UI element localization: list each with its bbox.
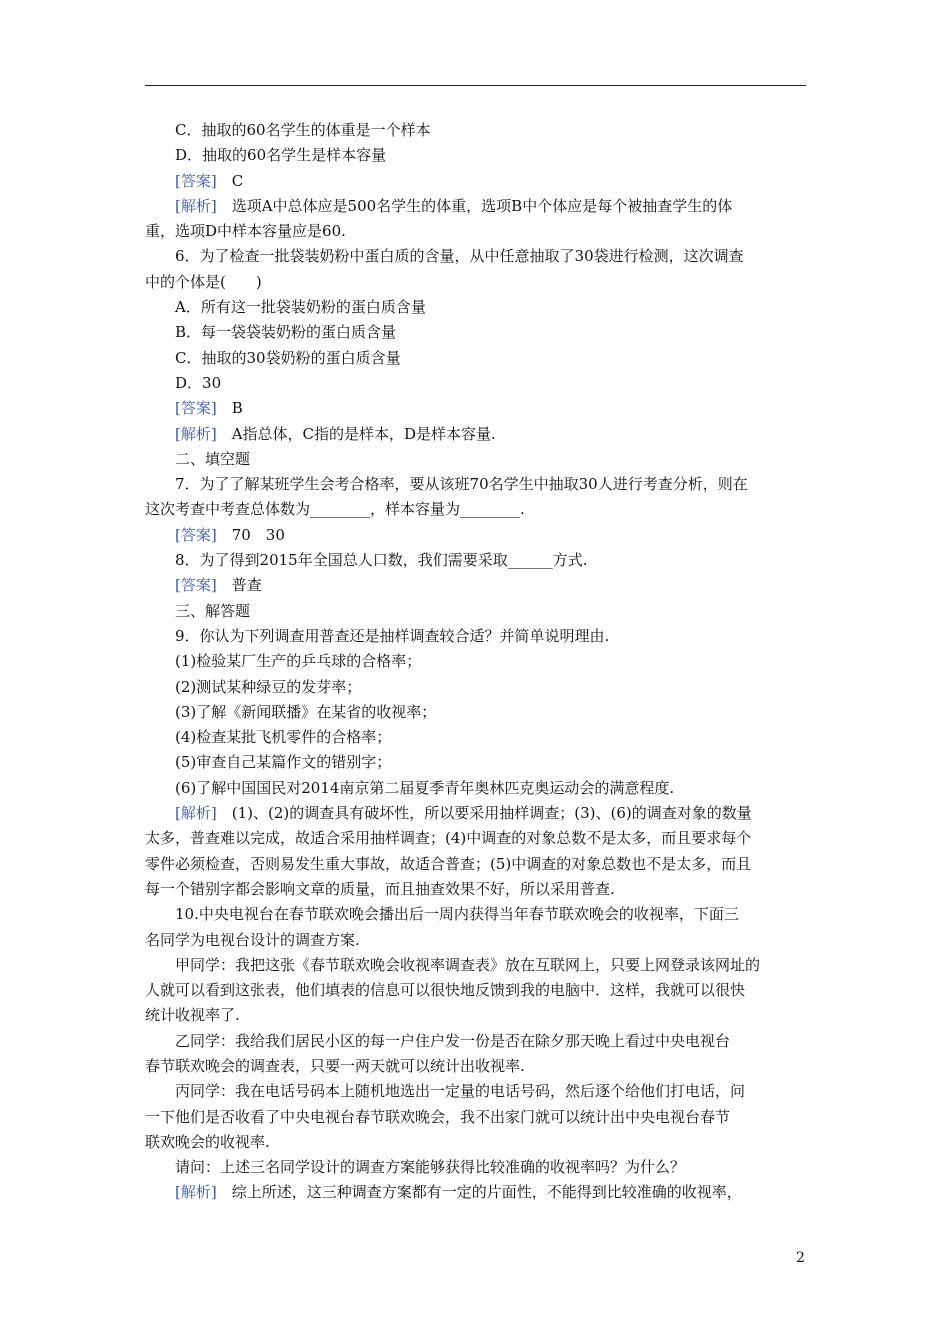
line-text: 零件必须检查，否则易发生重大事故，故适合普查；(5)中调查的对象总数也不是太多，而且 — [145, 854, 752, 873]
answer-tag: [解析] — [175, 804, 217, 823]
text-line — [145, 978, 807, 1003]
line-text: 春节联欢晚会的调查表，只要一两天就可以统计出收视率. — [145, 1056, 525, 1075]
line-text: 乙同学：我给我们居民小区的每一户住户发一份是否在除夕那天晚上看过中央电视台 — [175, 1031, 731, 1050]
line-text: 选项A中总体应是500名学生的体重，选项B中个体应是每个被抽查学生的体 — [216, 196, 733, 215]
text-line — [145, 826, 807, 851]
text-line — [145, 649, 807, 674]
text-line — [145, 194, 807, 219]
text-line — [145, 725, 807, 750]
text-line — [145, 801, 807, 826]
document-body — [145, 118, 807, 1206]
text-line — [145, 877, 807, 902]
line-text: 综上所述，这三种调查方案都有一定的片面性，不能得到比较准确的收视率， — [216, 1183, 742, 1202]
text-line — [145, 143, 807, 168]
line-text: A．所有这一批袋装奶粉的蛋白质含量 — [175, 298, 426, 317]
text-line — [145, 548, 807, 573]
line-text: 8．为了得到2015年全国总人口数，我们需要采取______方式. — [175, 551, 588, 570]
text-line — [145, 1029, 807, 1054]
answer-tag: [解析] — [175, 424, 217, 443]
text-line — [145, 219, 807, 244]
answer-tag: [答案] — [175, 525, 217, 544]
text-line — [145, 244, 807, 269]
text-line — [145, 497, 807, 522]
answer-tag: [解析] — [175, 196, 217, 215]
text-line — [145, 953, 807, 978]
line-text: 丙同学：我在电话号码本上随机地选出一定量的电话号码，然后逐个给他们打电话，问 — [175, 1082, 746, 1101]
text-line — [145, 599, 807, 624]
text-line — [145, 422, 807, 447]
line-text: (1)检验某厂生产的乒乓球的合格率； — [175, 652, 422, 671]
line-text: (2)测试某种绿豆的发芽率； — [175, 677, 362, 696]
answer-tag: [解析] — [175, 1183, 217, 1202]
line-text: (3)了解《新闻联播》在某省的收视率； — [175, 702, 437, 721]
text-line — [145, 852, 807, 877]
line-text: 中的个体是( ) — [145, 272, 262, 291]
text-line — [145, 295, 807, 320]
line-text: B．每一袋袋装奶粉的蛋白质含量 — [175, 323, 397, 342]
answer-tag: [答案] — [175, 399, 217, 418]
text-line — [145, 1180, 807, 1205]
text-line — [145, 118, 807, 143]
line-text: 请问：上述三名同学设计的调查方案能够获得比较准确的收视率吗？为什么？ — [175, 1158, 686, 1177]
line-text: 二、填空题 — [175, 449, 251, 468]
text-line — [145, 1054, 807, 1079]
line-text: 一下他们是否收看了中央电视台春节联欢晚会，我不出家门就可以统计出中央电视台春节 — [145, 1107, 731, 1126]
line-text: 7．为了了解某班学生会考合格率，要从该班70名学生中抽取30人进行考查分析，则在 — [175, 475, 748, 494]
text-line — [145, 750, 807, 775]
line-text: C．抽取的60名学生的体重是一个样本 — [175, 121, 431, 139]
line-text: (5)审查自己某篇作文的错别字； — [175, 753, 392, 772]
line-text: B — [216, 399, 243, 418]
line-text: 70 30 — [216, 525, 285, 544]
line-text: 这次考查中考查总体数为________，样本容量为________. — [145, 500, 525, 519]
line-text: (6)了解中国国民对2014南京第二届夏季青年奥林匹克奥运动会的满意程度. — [175, 778, 675, 797]
line-text: (1)、(2)的调查具有破坏性，所以要采用抽样调查；(3)、(6)的调查对象的数量 — [216, 804, 752, 823]
text-line — [145, 169, 807, 194]
text-line — [145, 573, 807, 598]
line-text: 联欢晚会的收视率. — [145, 1132, 270, 1151]
page-number: 2 — [796, 1250, 805, 1266]
line-text: 太多，普查难以完成，故适合采用抽样调查；(4)中调查的对象总数不是太多，而且要求每个 — [145, 829, 752, 848]
text-line — [145, 675, 807, 700]
text-line — [145, 928, 807, 953]
text-line — [145, 700, 807, 725]
line-text: 每一个错别字都会影响文章的质量，而且抽查效果不好，所以采用普查. — [145, 879, 615, 898]
text-line — [145, 624, 807, 649]
line-text: 普查 — [216, 576, 262, 595]
text-line — [145, 1079, 807, 1104]
line-text: 10.中央电视台在春节联欢晚会播出后一周内获得当年春节联欢晚会的收视率，下面三 — [175, 905, 739, 924]
answer-tag: [答案] — [175, 576, 217, 595]
line-text: 甲同学：我把这张《春节联欢晚会收视率调查表》放在互联网上，只要上网登录该网址的 — [175, 955, 761, 974]
line-text: D．30 — [175, 373, 222, 392]
line-text: C．抽取的30袋奶粉的蛋白质含量 — [175, 348, 401, 367]
line-text: (4)检查某批飞机零件的合格率； — [175, 728, 392, 747]
header-rule — [145, 85, 806, 86]
line-text: 三、解答题 — [175, 601, 251, 620]
line-text: D．抽取的60名学生是样本容量 — [175, 146, 387, 165]
line-text: 6．为了检查一批袋装奶粉中蛋白质的含量，从中任意抽取了30袋进行检测，这次调查 — [175, 247, 744, 266]
line-text: 9．你认为下列调查用普查还是抽样调查较合适？并简单说明理由. — [175, 626, 610, 645]
answer-tag: [答案] — [175, 171, 217, 190]
text-line — [145, 472, 807, 497]
text-line — [145, 1105, 807, 1130]
text-line — [145, 447, 807, 472]
text-line — [145, 1155, 807, 1180]
line-text: 名同学为电视台设计的调查方案. — [145, 930, 360, 949]
text-line — [145, 320, 807, 345]
text-line — [145, 346, 807, 371]
text-line — [145, 1130, 807, 1155]
line-text: 重，选项D中样本容量应是60. — [145, 222, 346, 241]
text-line — [145, 396, 807, 421]
text-line — [145, 523, 807, 548]
line-text: 人就可以看到这张表，他们填表的信息可以很快地反馈到我的电脑中．这样，我就可以很快 — [145, 981, 746, 1000]
text-line — [145, 902, 807, 927]
line-text: C — [216, 171, 244, 190]
text-line — [145, 1003, 807, 1028]
text-line — [145, 371, 807, 396]
text-line — [145, 270, 807, 295]
line-text: 统计收视率了. — [145, 1006, 240, 1025]
line-text: A指总体，C指的是样本，D是样本容量. — [216, 424, 496, 443]
text-line — [145, 776, 807, 801]
